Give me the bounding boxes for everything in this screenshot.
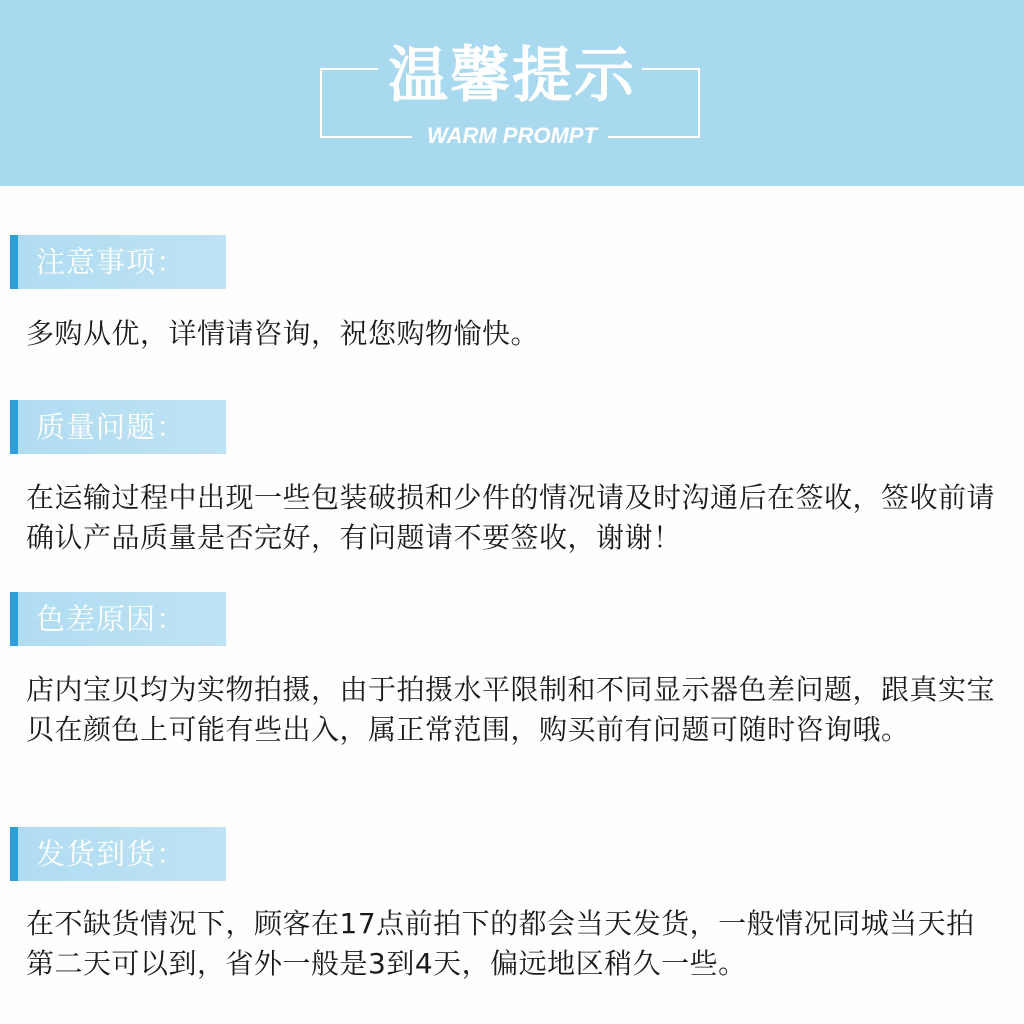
page-title: 温馨提示	[388, 41, 636, 111]
section-body-color-difference: 店内宝贝均为实物拍摄，由于拍摄水平限制和不同显示器色差问题，跟真实宝贝在颜色上可能有些出入，属正常范围，购买前有问题可随时咨询哦。	[26, 673, 996, 746]
header-banner	[0, 0, 1024, 186]
section-label-shipping: 发货到货：	[10, 827, 226, 881]
page-subtitle: WARM PROMPT	[427, 123, 597, 148]
section-body-notice: 多购从优，详情请咨询，祝您购物愉快。	[26, 317, 540, 350]
section-label-quality: 质量问题：	[10, 400, 226, 454]
section-body-quality: 在运输过程中出现一些包装破损和少件的情况请及时沟通后在签收，签收前请确认产品质量是否完好，有问题请不要签收，谢谢！	[26, 481, 996, 554]
section-body-shipping: 在不缺货情况下，顾客在17点前拍下的都会当天发货，一般情况同城当天拍第二天可以到，省外一般是3到4天，偏远地区稍久一些。	[26, 907, 975, 980]
section-label-notice: 注意事项：	[10, 235, 226, 289]
section-label-color-difference: 色差原因：	[10, 592, 226, 646]
